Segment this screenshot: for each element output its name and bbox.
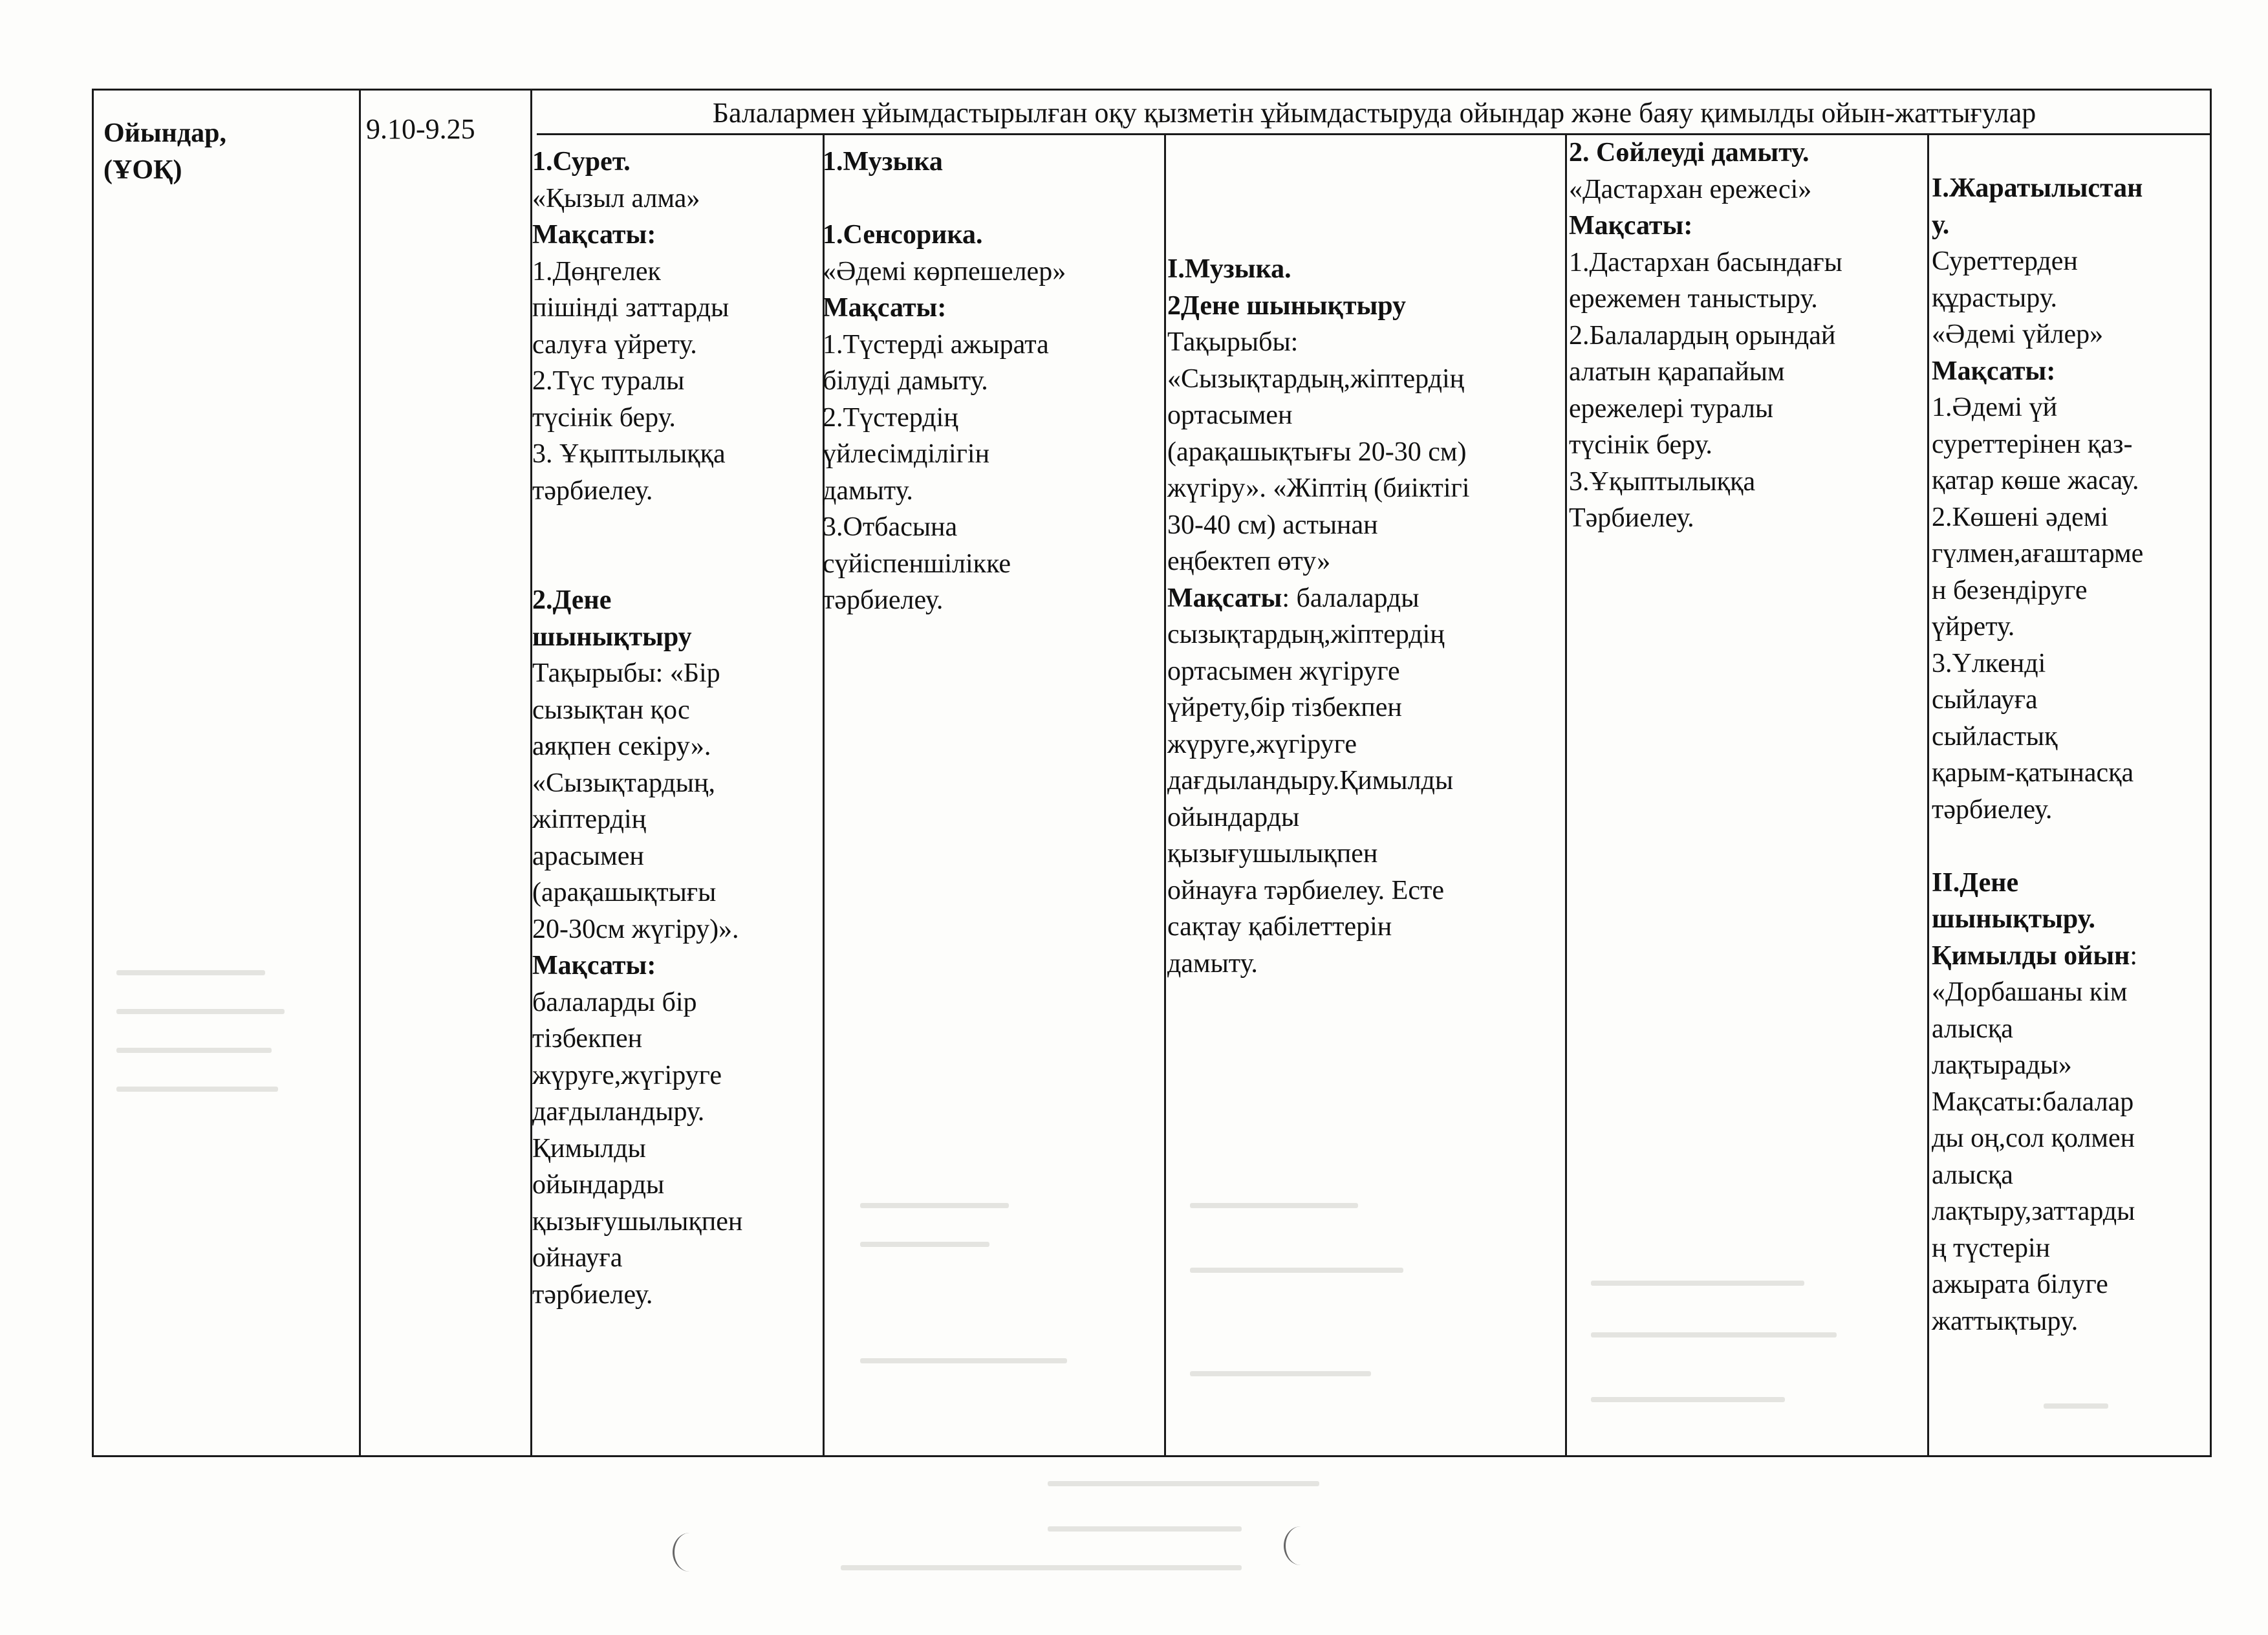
text-line: 1.Сурет. xyxy=(532,147,631,177)
text-line: жүруге,жүгіруге xyxy=(532,1060,722,1090)
text-line: (арақашықтығы xyxy=(532,878,717,907)
text-line: жүгіру». «Жіптің (биіктігі xyxy=(1167,473,1470,503)
text-line xyxy=(532,509,742,546)
text-line: ережелері туралы xyxy=(1569,393,1774,424)
text-line: н безендіруге xyxy=(1932,575,2088,605)
activity-line-1: Ойындар, xyxy=(103,118,226,148)
text-line: қарым-қатынасқа xyxy=(1932,758,2134,788)
text-line: Тәрбиелеу. xyxy=(1569,503,1694,533)
text-line: Мақсаты: xyxy=(1569,211,1693,241)
text-line: қатар көше жасау. xyxy=(1932,466,2139,495)
binding-mark-right xyxy=(1284,1526,1318,1565)
text-line: 1.Музыка xyxy=(823,147,943,177)
text-line: ойнауға xyxy=(532,1243,623,1273)
text-line: 1.Түстерді ажырата xyxy=(823,329,1049,360)
binding-mark-left xyxy=(673,1533,707,1572)
text-line: Мақсаты: xyxy=(532,220,656,250)
text-line: 3. Ұқыптылыққа xyxy=(532,439,726,469)
text-line: пішінді заттарды xyxy=(532,293,729,323)
text-line: балаларды бір xyxy=(532,987,697,1017)
text-line: аяқпен секіру». xyxy=(532,731,711,761)
time-cell: 9.10-9.25 xyxy=(366,113,475,145)
text-line: тізбекпен xyxy=(532,1024,643,1054)
text-line: жіптердің xyxy=(532,805,647,834)
text-line: 2.Көшені әдемі xyxy=(1932,502,2109,532)
text-line: лақтырады» xyxy=(1932,1050,2072,1080)
text-line: ды оң,сол қолмен xyxy=(1932,1123,2135,1153)
text-line: 3.Ұқыптылыққа xyxy=(1569,466,1756,497)
text-line: Мақсаты: xyxy=(1932,356,2056,386)
text-line: ортасымен жүгіруге xyxy=(1167,656,1400,686)
text-line: 2. Сөйлеуді дамыту. xyxy=(1569,138,1809,168)
text-line: 30-40 см) астынан xyxy=(1167,510,1378,540)
text-line: І.Жаратылыстан xyxy=(1932,173,2143,203)
text-line xyxy=(823,180,1066,217)
text-line: 2.Балалардың орындай xyxy=(1569,320,1836,351)
text-line: түсінік беру. xyxy=(1569,430,1712,460)
text-line: сыйластық xyxy=(1932,721,2058,752)
header-bottom-border xyxy=(537,133,2212,135)
text-line: ережемен таныстыру. xyxy=(1569,284,1818,314)
text-line: «Әдемі үйлер» xyxy=(1932,319,2104,349)
text-line: сызықтардың,жіптердің xyxy=(1167,620,1445,649)
text-line: 1.Дөңгелек xyxy=(532,256,661,287)
text-line: 2.Түстердің xyxy=(823,402,958,433)
text-line: «Дорбашаны кім xyxy=(1932,977,2128,1007)
text-line: 3.Отбасына xyxy=(823,512,958,542)
text-line: сақтау қабілеттерін xyxy=(1167,912,1392,942)
table-left-border xyxy=(92,89,94,1457)
col-divider-5 xyxy=(1565,133,1567,1457)
text-line: у. xyxy=(1932,210,1950,240)
col-divider-6 xyxy=(1927,133,1929,1457)
text-line: «Сызықтардың, xyxy=(532,768,715,798)
col-divider-4 xyxy=(1164,133,1166,1457)
text-line: (арақашықтығы 20-30 см) xyxy=(1167,437,1467,467)
text-line xyxy=(532,546,742,583)
text-line: Мақсаты: xyxy=(532,951,656,980)
text-line: алысқа xyxy=(1932,1013,2013,1044)
text-line: ортасымен xyxy=(1167,400,1293,430)
text-line: «Қызыл алма» xyxy=(532,183,700,213)
row-header: Балалармен ұйымдастырылған оқу қызметін ұйымдастыруда ойындар және баяу қимылды ойын-жаттығулар xyxy=(712,97,2036,129)
text-line: Мақсаты: балаларды xyxy=(1167,583,1420,613)
text-line: шынықтыру xyxy=(532,622,692,652)
bold-prefix: Мақсаты xyxy=(1167,583,1282,613)
text-line: тәрбиелеу. xyxy=(532,475,653,506)
text-line: 3.Үлкенді xyxy=(1932,648,2046,678)
text-line: үйлесімділігін xyxy=(823,439,990,469)
text-line: дағдыландыру. xyxy=(532,1097,705,1127)
column-friday xyxy=(1932,170,2143,1339)
text-line: лақтыру,заттарды xyxy=(1932,1196,2135,1226)
col-divider-1 xyxy=(359,89,361,1457)
text-line: үйрету. xyxy=(1932,612,2015,642)
text-line: қызығушылықпен xyxy=(1167,839,1378,869)
text-line: Тақырыбы: xyxy=(1167,327,1299,357)
text-line: ажырата білуге xyxy=(1932,1270,2108,1299)
text-line: «Әдемі көрпешелер» xyxy=(823,256,1066,287)
text-line: ойындарды xyxy=(1167,802,1300,832)
text-line: қызығушылықпен xyxy=(532,1206,743,1237)
text-line: жүруге,жүгіруге xyxy=(1167,729,1357,759)
text-line: 1.Әдемі үй xyxy=(1932,393,2058,422)
column-wednesday xyxy=(1167,251,1469,982)
text-line: арасымен xyxy=(532,841,644,871)
text-line: «Дастархан ережесі» xyxy=(1569,174,1812,204)
text-line: суреттерінен қаз- xyxy=(1932,429,2133,459)
text-line: тәрбиелеу. xyxy=(1932,794,2053,825)
text-line: ойындарды xyxy=(532,1170,665,1200)
text-line: гүлмен,ағаштарме xyxy=(1932,539,2144,568)
text-line: шынықтыру. xyxy=(1932,904,2095,934)
text-line: алатын қарапайым xyxy=(1569,357,1785,387)
text-line: дамыту. xyxy=(1167,948,1258,979)
text-line: салуға үйрету. xyxy=(532,329,697,360)
text-line: 20-30см жүгіру)». xyxy=(532,914,739,944)
text-line: тәрбиелеу. xyxy=(532,1279,653,1310)
text-line: Мақсаты:балалар xyxy=(1932,1087,2134,1117)
activity-line-2: (ҰОҚ) xyxy=(103,155,182,185)
text-line: дағдыландыру.Қимылды xyxy=(1167,766,1454,796)
text-line: үйрету,бір тізбекпен xyxy=(1167,693,1402,722)
text-line: Тақырыбы: «Бір xyxy=(532,658,720,688)
text-line: тәрбиелеу. xyxy=(823,585,944,615)
text-line: Қимылды xyxy=(532,1133,646,1164)
text-line: түсінік беру. xyxy=(532,402,676,433)
text-line: сыйлауға xyxy=(1932,685,2038,715)
table-top-border xyxy=(92,89,2212,91)
text-line: 2.Түс туралы xyxy=(532,366,685,396)
text-line: 1.Сенсорика. xyxy=(823,220,983,250)
text-line: Қимылды ойын: xyxy=(1932,940,2138,971)
text-line: ң түстерін xyxy=(1932,1233,2051,1263)
text-line: сүйіспеншілікке xyxy=(823,548,1011,579)
text-line: 2.Дене xyxy=(532,585,612,615)
column-thursday xyxy=(1569,135,1842,537)
table-bottom-border xyxy=(92,1455,2212,1457)
text-line: Суреттерден xyxy=(1932,246,2078,276)
activity-cell xyxy=(103,115,226,188)
text-line: білуді дамыту. xyxy=(823,366,988,396)
table-right-border xyxy=(2210,89,2212,1457)
column-monday xyxy=(532,144,742,1313)
text-line: жаттықтыру. xyxy=(1932,1306,2079,1336)
text-line: құрастыру. xyxy=(1932,283,2058,313)
text-line: еңбектеп өту» xyxy=(1167,547,1331,576)
text-line: ойнауға тәрбиелеу. Есте xyxy=(1167,875,1444,905)
text-line: сызықтан қос xyxy=(532,695,690,725)
text-line: 1.Дастархан басындағы xyxy=(1569,247,1842,277)
column-tuesday xyxy=(823,144,1066,619)
text-line: 2Дене шынықтыру xyxy=(1167,290,1407,321)
text-line: алысқа xyxy=(1932,1160,2013,1190)
text-line xyxy=(1932,828,2143,865)
text-line: «Сызықтардың,жіптердің xyxy=(1167,363,1465,394)
text-line: дамыту. xyxy=(823,475,913,506)
text-line: Мақсаты: xyxy=(823,293,947,323)
bold-prefix: Қимылды ойын xyxy=(1932,940,2130,971)
text-line: ІІ.Дене xyxy=(1932,867,2019,898)
text-line: І.Музыка. xyxy=(1167,254,1291,284)
